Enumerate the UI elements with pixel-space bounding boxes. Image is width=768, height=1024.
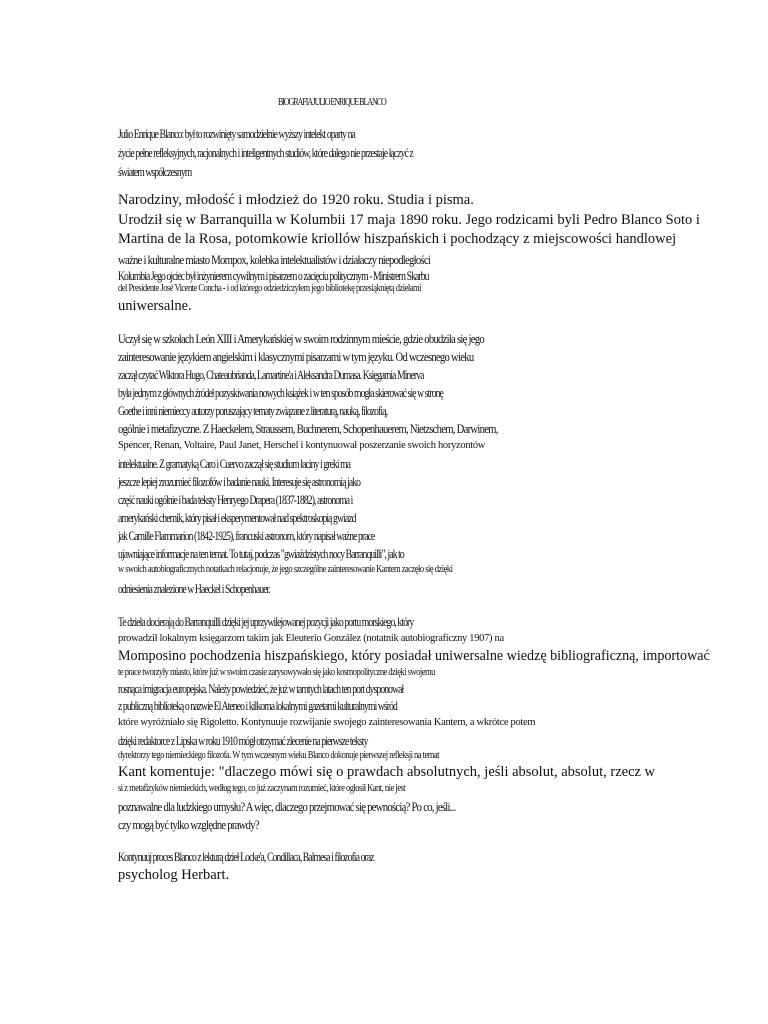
paragraph-line: ważne i kulturalne miasto Mompox, kolebka intelektualistów i działaczy niepodległości — [118, 252, 431, 267]
paragraph-line: Spencer, Renan, Voltaire, Paul Janet, Herschel i kontynuował poszerzanie swoich horyzontów — [118, 439, 486, 451]
paragraph-line: uniwersalne. — [118, 298, 192, 314]
paragraph-line: które wyróżniało się Rigoletto. Kontynuuje rozwijanie swojego zainteresowania Kantem, a wkrótce potem — [118, 716, 536, 728]
paragraph-line: Te dzieła docierają do Barranquilli dzięki jej uprzywilejowanej pozycji jako portu morskiego, który — [118, 614, 414, 629]
paragraph-line: prowadził lokalnym księgarzom takim jak Eleuterio González (notatnik autobiograficzny 1907) na — [118, 632, 504, 644]
paragraph-line: poznawalne dla ludzkiego umysłu? A więc, dlaczego przejmować się pewnością? Po co, jeśli... — [118, 799, 456, 814]
paragraph-line: Kontynuuj proces Blanco z lekturą dzieł Locke'a, Condillaca, Balmesa i filozofia oraz — [118, 849, 374, 864]
paragraph-line: część nauki ogólnie i bada teksty Henryego Drapera (1837-1882), astronoma i — [118, 492, 353, 507]
paragraph-line: rosnąca imigracja europejska. Należy powiedzieć, że już w tamtych latach ten port dysponował — [118, 681, 404, 696]
paragraph-line: odniesienia znalezione w Haeckel i Schopenhauer. — [118, 581, 270, 596]
intro-line-2: życie pełne refleksyjnych, racjonalnych i inteligentnych studiów, które dalego nie przestaje łączyć z — [118, 145, 413, 160]
paragraph-line: psycholog Herbart. — [118, 867, 230, 883]
paragraph-line: intelektualne. Z gramatyką Caro i Cuervo zaczął się studium łaciny i greki ma — [118, 456, 351, 471]
paragraph-line: te prace tworzyły miasto, które już w swoim czasie zarysowywało się jako kosmopolityczne dzięki swojemu — [118, 667, 435, 678]
paragraph-line: ujawniające informacje na ten temat. To tutaj, podczas "gwiaździstych nocy Barranquilli", jak to — [118, 546, 404, 561]
paragraph-line: zainteresowanie językiem angielskim i klasycznymi pisarzami w tym języku. Od wczesnego wieku — [118, 349, 474, 364]
paragraph-line: Urodził się w Barranquilla w Kolumbii 17 maja 1890 roku. Jego rodzicami byli Pedro Blanco Soto i — [118, 212, 700, 228]
paragraph-line: Kant komentuje: "dlaczego mówi się o prawdach absolutnych, jeśli absolut, absolut, rzecz w — [118, 764, 656, 780]
paragraph-line: jak Camille Flammarion (1842-1925), francuski astronom, który napisał ważne prace — [118, 528, 375, 543]
paragraph-line: jeszcze lepiej zrozumieć filozofów i badanie nauki. Interesuje się astronomią jako — [118, 474, 361, 489]
paragraph-line: ogólnie i metafizyczne. Z Haeckelem, Straussem, Buchnerem, Schopenhauerem, Nietzschem, Darwinem, — [118, 421, 498, 436]
paragraph-line: del Presidente José Vicente Concha - i od którego odziedziczyłem jego bibliotekę przesiąkniętą dziełami — [118, 283, 421, 294]
section-heading: Narodziny, młodość i młodzież do 1920 roku. Studia i pisma. — [118, 192, 474, 208]
document-title: BIOGRAFIA JULIO ENRIQUE BLANCO — [278, 96, 386, 108]
intro-line-1: Julio Enrique Blanco: był to rozwinięty samodzielnie wyższy intelekt oparty na — [118, 126, 355, 141]
paragraph-line: dzięki redaktorce z Lipska w roku 1910 mógł otrzymać zlecenie na pierwsze teksty — [118, 733, 368, 748]
paragraph-line: amerykański chemik, który pisał i eksperymentował nad spektroskopią gwiazd — [118, 510, 356, 525]
paragraph-line: Uczył się w szkołach León XIII i Amerykańskiej w swoim rodzinnym mieście, gdzie obudziła się jego — [118, 331, 484, 346]
paragraph-line: z publiczną biblioteką o nazwie El Ateneo i kilkoma lokalnymi gazetami kulturalnymi wśród — [118, 698, 397, 713]
paragraph-line: Momposino pochodzenia hiszpańskiego, który posiadał uniwersalne wiedzę bibliograficzną, importować — [118, 648, 710, 664]
paragraph-line: si z metafizyków niemieckich, według tego, co już zaczynam rozumieć, które ogłosił Kant, nie jest — [118, 783, 406, 794]
paragraph-line: w swoich autobiograficznych notatkach relacjonuje, że jego szczególne zainteresowanie Kantem zaczęło się dzięki — [118, 564, 453, 575]
paragraph-line: czy mogą być tylko względne prawdy? — [118, 817, 259, 832]
paragraph-line: zaczął czytać Wiktora Hugo, Chateaubrianda, Lamartine'a i Aleksandra Dumasa. Księgarnia Minerva — [118, 367, 424, 382]
paragraph-line: dyrektorzy tego niemieckiego filozofa. W tym wczesnym wieku Blanco dokonuje pierwszej refleksji na temat — [118, 750, 440, 761]
paragraph-line: Martina de la Rosa, potomkowie kriollów hiszpańskich i pochodzący z miejscowości handlowej — [118, 231, 677, 247]
paragraph-line: Kolumbia Jego ojciec był inżynierem cywilnym i pisarzem o zacięciu politycznym - Ministrem Skarbu — [118, 268, 429, 283]
paragraph-line: Goethe i inni niemieccy autorzy poruszający tematy związane z literaturą, nauką, filozofią, — [118, 403, 388, 418]
paragraph-line: była jednym z głównych źródeł pozyskiwania nowych książek i w ten sposób mogła skierować się w stronę — [118, 385, 443, 400]
intro-line-3: światem współczesnym — [118, 164, 192, 179]
